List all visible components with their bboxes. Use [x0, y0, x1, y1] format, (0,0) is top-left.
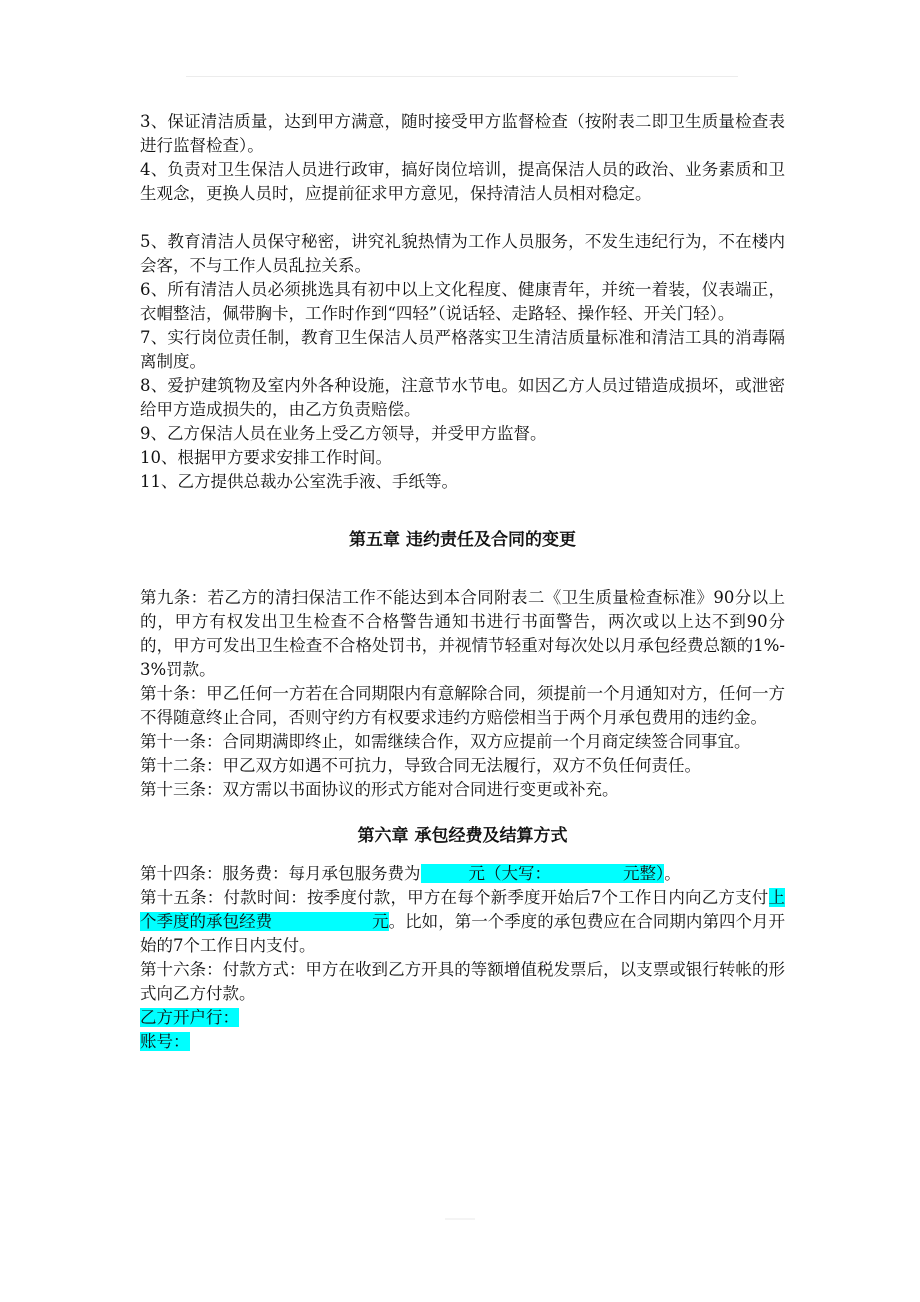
clause-11: 11、乙方提供总裁办公室洗手液、手纸等。: [140, 472, 458, 491]
account-field[interactable]: 账号：: [140, 1032, 190, 1051]
article-9: 第九条：若乙方的清扫保洁工作不能达到本合同附表二《卫生质量检查标准》90分以上的，甲方有权发出卫生检查不合格警告通知书进行书面警告，两次或以上达不到90分的，甲方可发出卫生检查不合格处罚书，并视情节轻重对每次处以月承包经费总额的1%-3%罚款。: [140, 588, 785, 679]
spacer: [140, 802, 785, 824]
article-10: 第十条：甲乙任何一方若在合同期限内有意解除合同，须提前一个月通知对方，任何一方不得随意终止合同，否则守约方有权要求违约方赔偿相当于两个月承包费用的违约金。: [140, 684, 785, 727]
chapter-5-title: 第五章 违约责任及合同的变更: [349, 530, 576, 550]
clause-7: 7、实行岗位责任制，教育卫生保洁人员严格落实卫生清洁质量标准和清洁工具的消毒隔离制度。: [140, 328, 785, 371]
article-13: 第十三条：双方需以书面协议的形式方能对合同进行变更或补充。: [140, 780, 619, 799]
document-body: [140, 110, 785, 1054]
footer-mark: [445, 1218, 475, 1220]
account-line: [140, 1030, 785, 1054]
article-15: [140, 886, 785, 958]
clause-9: 9、乙方保洁人员在业务上受乙方领导，并受甲方监督。: [140, 424, 547, 443]
article-14-text: 第十四条：服务费：每月承包服务费为: [140, 864, 421, 883]
bank-field[interactable]: 乙方开户行：: [140, 1008, 239, 1027]
yuan-label: 元（大写：: [468, 864, 551, 883]
article-15-text: 第十五条：付款时间：按季度付款，甲方在每个新季度开始后7个工作日内向乙方支付: [140, 888, 769, 907]
article-12: 第十二条：甲乙双方如遇不可抗力，导致合同无法履行，双方不负任何责任。: [140, 756, 701, 775]
clause-10: 10、根据甲方要求安排工作时间。: [140, 448, 392, 467]
clause-8: 8、爱护建筑物及室内外各种设施，注意节水节电。如因乙方人员过错造成损坏，或泄密给甲方造成损失的，由乙方负责赔偿。: [140, 376, 785, 419]
clause-6: 6、所有清洁人员必须挑选具有初中以上文化程度、健康青年，并统一着装，仪表端正，衣帽整洁，佩带胸卡，工作时作到“四轻”（说话轻、走路轻、操作轻、开关门轻）。: [140, 280, 785, 323]
clause-3: 3、保证清洁质量，达到甲方满意，随时接受甲方监督检查（按附表二即卫生质量检查表进行监督检查）。: [140, 112, 785, 155]
article-14-end: 。: [664, 864, 681, 883]
spacer: [140, 206, 785, 230]
article-15-suffix: 。比如，第一个季度的承包费应在合同期内第四个月开始的7个工作日内支付。: [140, 912, 786, 955]
monthly-fee-field[interactable]: [421, 864, 665, 883]
bank-line: [140, 1006, 785, 1030]
chapter-6-title: 第六章 承包经费及结算方式: [357, 826, 568, 846]
header-rule: [186, 76, 738, 77]
clause-5: 5、教育清洁人员保守秘密，讲究礼貌热情为工作人员服务，不发生违纪行为，不在楼内会客，不与工作人员乱拉关系。: [140, 232, 785, 275]
yuan-zheng-label: 元整）: [623, 864, 665, 883]
spacer: [140, 848, 785, 862]
clause-4: 4、负责对卫生保洁人员进行政审，搞好岗位培训，提高保洁人员的政治、业务素质和卫生观念，更换人员时，应提前征求甲方意见，保持清洁人员相对稳定。: [140, 160, 785, 203]
spacer: [140, 552, 785, 586]
article-14: [140, 862, 785, 886]
article-16: 第十六条：付款方式：甲方在收到乙方开具的等额增值税发票后，以支票或银行转帐的形式向乙方付款。: [140, 960, 785, 1003]
quarter-fee-label: 上个季度的承包经费: [140, 888, 785, 931]
quarter-yuan-label: 元: [372, 912, 389, 931]
spacer: [140, 494, 785, 528]
article-11: 第十一条：合同期满即终止，如需继续合作，双方应提前一个月商定续签合同事宜。: [140, 732, 751, 751]
